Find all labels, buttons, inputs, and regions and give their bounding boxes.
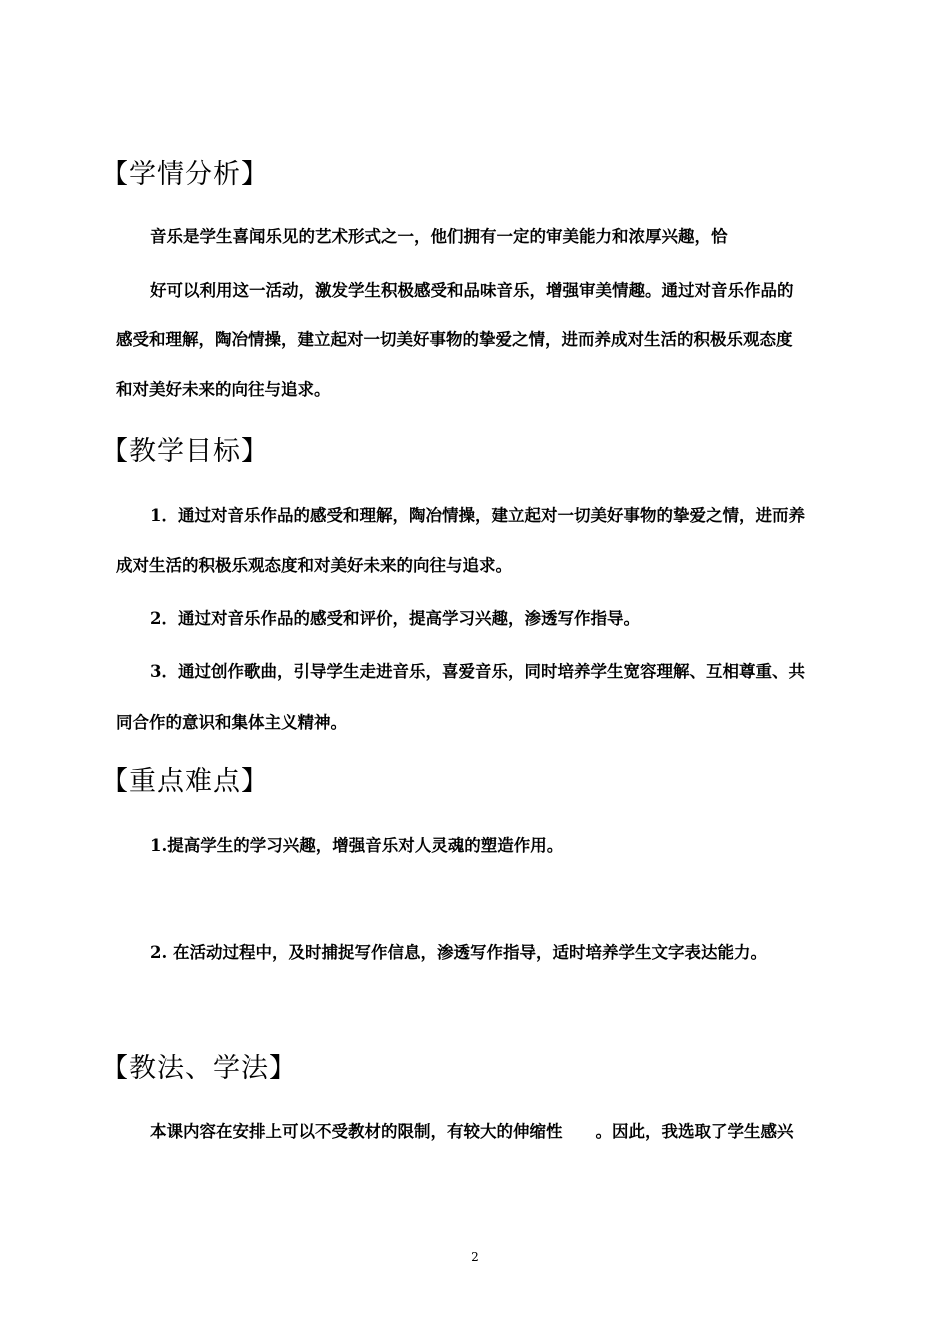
paragraph-line: 和对美好未来的向往与追求。 [116, 380, 331, 399]
paragraph-line: 感受和理解，陶冶情操，建立起对一切美好事物的挚爱之情，进而养成对生活的积极乐观态度 [116, 330, 793, 349]
paragraph-line: 同合作的意识和集体主义精神。 [116, 713, 347, 732]
section-heading-student-analysis: 【学情分析】 [101, 159, 269, 190]
paragraph-line: 2．通过对音乐作品的感受和评价，提高学习兴趣，渗透写作指导。 [150, 609, 640, 628]
paragraph-line: 2. 在活动过程中，及时捕捉写作信息，渗透写作指导，适时培养学生文字表达能力。 [150, 943, 767, 962]
paragraph-line: 本课内容在安排上可以不受教材的限制，有较大的伸缩性 。因此，我选取了学生感兴 [150, 1122, 794, 1141]
section-heading-teaching-goals: 【教学目标】 [101, 436, 269, 467]
paragraph-line: 1.提高学生的学习兴趣，增强音乐对人灵魂的塑造作用。 [150, 836, 564, 855]
section-heading-key-difficulties: 【重点难点】 [101, 766, 269, 797]
paragraph-line: 好可以利用这一活动，激发学生积极感受和品味音乐，增强审美情趣。通过对音乐作品的 [150, 281, 794, 300]
section-heading-teaching-methods: 【教法、学法】 [101, 1053, 297, 1084]
paragraph-line: 音乐是学生喜闻乐见的艺术形式之一，他们拥有一定的审美能力和浓厚兴趣，恰 [150, 227, 728, 246]
paragraph-line: 成对生活的积极乐观态度和对美好未来的向往与追求。 [116, 556, 512, 575]
page-number: 2 [471, 1250, 479, 1264]
paragraph-line: 1．通过对音乐作品的感受和理解，陶冶情操，建立起对一切美好事物的挚爱之情，进而养 [150, 506, 805, 525]
paragraph-line: 3．通过创作歌曲，引导学生走进音乐，喜爱音乐，同时培养学生宽容理解、互相尊重、共 [150, 662, 805, 681]
